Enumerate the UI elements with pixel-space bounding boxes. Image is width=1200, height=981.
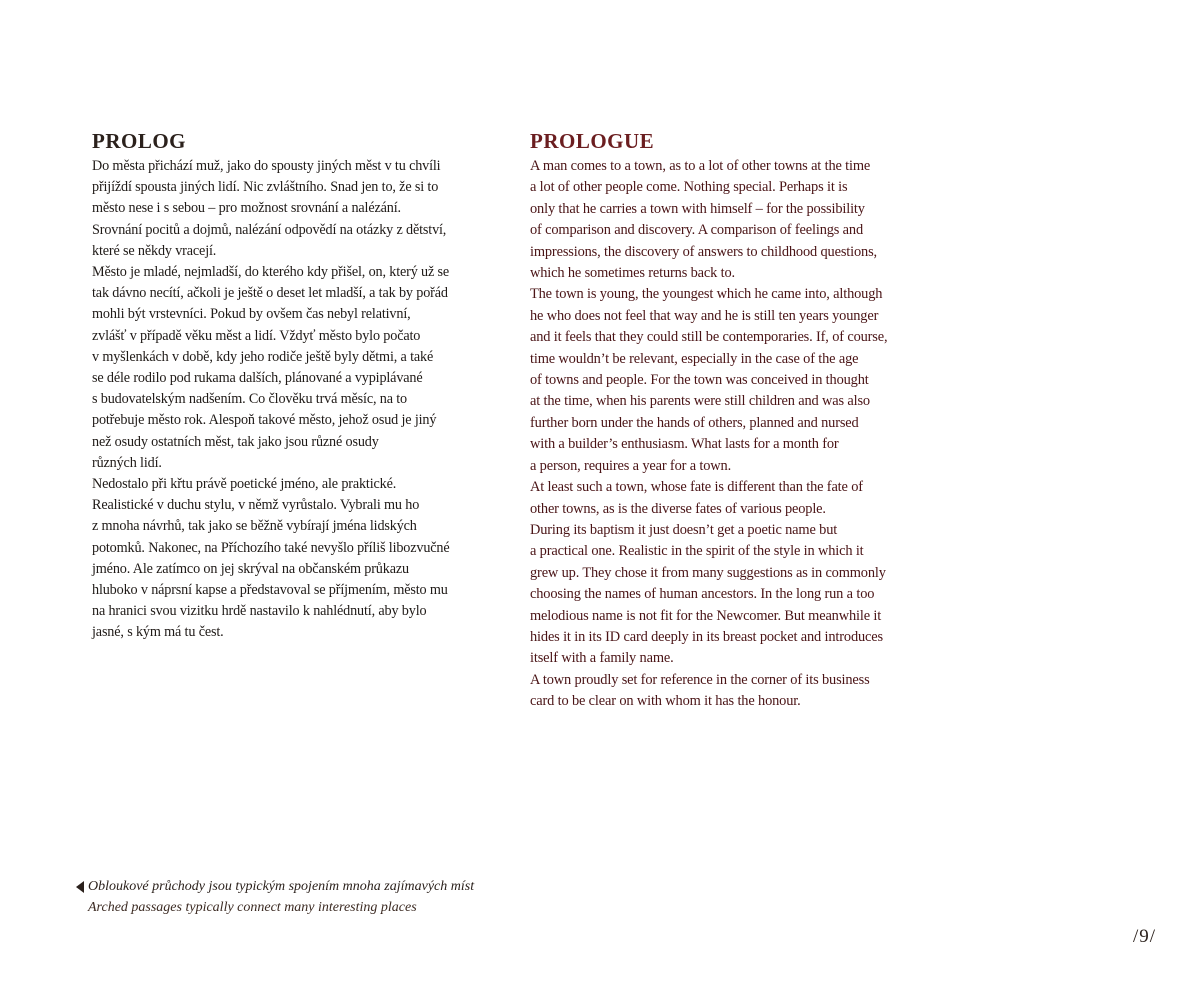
- english-text-line: grew up. They chose it from many suggestions as in commonly: [530, 564, 886, 581]
- english-text-line: impressions, the discovery of answers to childhood questions,: [530, 243, 877, 260]
- czech-text-line: zvlášť v případě věku měst a lidí. Vždyť město bylo počato: [92, 327, 421, 344]
- english-text-line: of towns and people. For the town was conceived in thought: [530, 372, 869, 389]
- english-text-line: At least such a town, whose fate is different than the fate of: [530, 479, 863, 496]
- english-text-line: hides it in its ID card deeply in its breast pocket and introduces: [530, 628, 883, 645]
- czech-text-line: město nese i s sebou – pro možnost srovnání a nalézání.: [92, 200, 401, 217]
- czech-text-line: Do města přichází muž, jako do spousty jiných měst v tu chvíli: [92, 158, 441, 174]
- page-number: /9/: [1133, 926, 1157, 947]
- czech-text-line: jméno. Ale zatímco on jej skrýval na občanském průkazu: [92, 560, 409, 577]
- english-column: [530, 128, 945, 713]
- czech-text-line: se déle rodilo pod rukama dalších, plánované a vypiplávané: [92, 370, 423, 387]
- czech-text-line: hluboko v náprsní kapse a představoval se příjmením, město mu: [92, 582, 448, 599]
- photo-caption: [76, 876, 596, 918]
- english-text-line: melodious name is not fit for the Newcomer. But meanwhile it: [530, 607, 882, 624]
- czech-column: [92, 128, 512, 644]
- english-text: [530, 156, 945, 713]
- english-text-line: time wouldn’t be relevant, especially in the case of the age: [530, 350, 859, 367]
- czech-text-line: potřebuje město rok. Alespoň takové město, jehož osud je jiný: [92, 412, 437, 429]
- english-text-line: at the time, when his parents were still children and was also: [530, 393, 870, 410]
- czech-text-line: Srovnání pocitů a dojmů, nalézání odpovědí na otázky z dětství,: [92, 221, 447, 238]
- czech-text-line: z mnoha návrhů, tak jako se běžně vybírají jména lidských: [92, 518, 417, 535]
- czech-text-line: různých lidí.: [92, 454, 162, 471]
- czech-text-line: Realistické v duchu stylu, v němž vyrůstalo. Vybrali mu ho: [92, 497, 420, 514]
- czech-text-line: v myšlenkách v době, kdy jeho rodiče ještě byly dětmi, a také: [92, 348, 434, 365]
- english-text-line: other towns, as is the diverse fates of various people.: [530, 500, 826, 517]
- english-text-line: itself with a family name.: [530, 650, 674, 667]
- english-text-line: of comparison and discovery. A comparison of feelings and: [530, 222, 864, 239]
- english-text-line: with a builder’s enthusiasm. What lasts for a month for: [530, 436, 839, 453]
- czech-text-line: mohli být vrstevníci. Pokud by ovšem čas nebyl relativní,: [92, 306, 411, 323]
- english-heading: PROLOGUE: [530, 129, 655, 153]
- english-text-line: which he sometimes returns back to.: [530, 265, 735, 282]
- czech-text-line: na hranici svou vizitku hrdě nastavilo k nahlédnutí, aby bylo: [92, 603, 427, 620]
- english-text-line: During its baptism it just doesn’t get a poetic name but: [530, 521, 838, 538]
- czech-text-line: s budovatelským nadšením. Co člověku trvá měsíc, na to: [92, 391, 407, 408]
- caption-czech: Obloukové průchody jsou typickým spojením mnoha zajímavých míst: [88, 879, 475, 894]
- czech-text-line: jasné, s kým má tu čest.: [92, 624, 224, 641]
- english-text-line: only that he carries a town with himself – for the possibility: [530, 200, 865, 217]
- czech-text-line: přijíždí spousta jiných lidí. Nic zvláštního. Snad jen to, že si to: [92, 179, 439, 196]
- czech-heading: PROLOG: [92, 129, 187, 153]
- english-text-line: he who does not feel that way and he is still ten years younger: [530, 307, 879, 324]
- english-text-line: a person, requires a year for a town.: [530, 457, 732, 474]
- english-text-line: A town proudly set for reference in the corner of its business: [530, 671, 870, 688]
- english-text-line: a practical one. Realistic in the spirit of the style in which it: [530, 543, 864, 560]
- arrow-left-icon: [76, 881, 84, 893]
- czech-text-line: Nedostalo při křtu právě poetické jméno, ale praktické.: [92, 476, 397, 493]
- caption-english: Arched passages typically connect many interesting places: [88, 900, 417, 915]
- czech-text: [92, 156, 512, 644]
- english-text-line: card to be clear on with whom it has the honour.: [530, 693, 801, 710]
- english-text-line: and it feels that they could still be contemporaries. If, of course,: [530, 329, 888, 346]
- czech-text-line: které se někdy vracejí.: [92, 242, 217, 259]
- czech-text-line: tak dávno necítí, ačkoli je ještě o deset let mladší, a tak by pořád: [92, 285, 448, 302]
- czech-text-line: potomků. Nakonec, na Příchozího také nevyšlo příliš libozvučné: [92, 539, 450, 556]
- english-text-line: A man comes to a town, as to a lot of other towns at the time: [530, 158, 871, 174]
- english-text-line: The town is young, the youngest which he came into, although: [530, 286, 883, 303]
- english-text-line: a lot of other people come. Nothing special. Perhaps it is: [530, 179, 848, 196]
- czech-text-line: Město je mladé, nejmladší, do kterého kdy přišel, on, který už se: [92, 264, 450, 281]
- czech-text-line: než osudy ostatních měst, tak jako jsou různé osudy: [92, 433, 379, 450]
- english-text-line: choosing the names of human ancestors. In the long run a too: [530, 586, 875, 603]
- english-text-line: further born under the hands of others, planned and nursed: [530, 414, 859, 431]
